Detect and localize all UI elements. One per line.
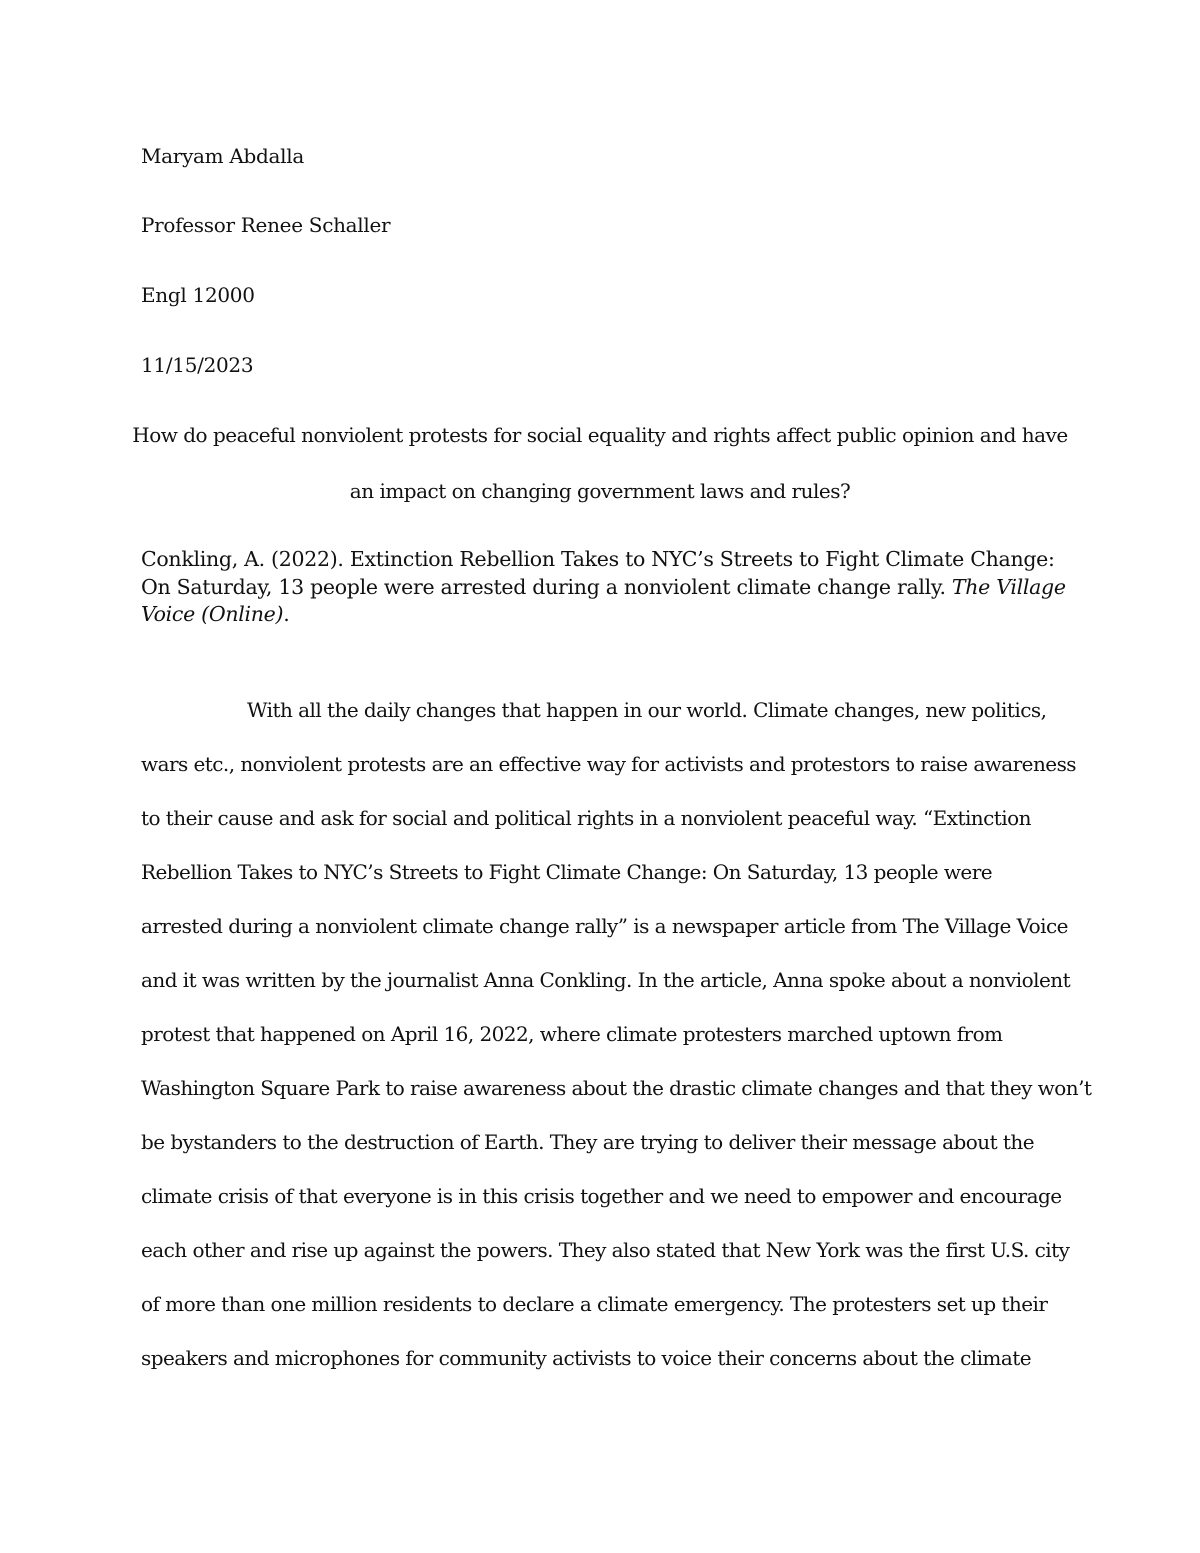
essay-title-line-2: an impact on changing government laws and rules? [349,479,851,503]
citation [141,546,1066,629]
body-line: Washington Square Park to raise awareness about the drastic climate changes and that they won’t [141,1076,1092,1100]
body-line: arrested during a nonviolent climate change rally” is a newspaper article from The Village Voice [141,914,1068,938]
course-name: Engl 12000 [141,283,255,307]
body-line: With all the daily changes that happen in our world. Climate changes, new politics, [247,698,1047,722]
body-line: be bystanders to the destruction of Earth. They are trying to deliver their message about the [141,1130,1034,1154]
citation-end: . [283,602,290,626]
body-line: Rebellion Takes to NYC’s Streets to Fight Climate Change: On Saturday, 13 people were [141,860,993,884]
body-line: to their cause and ask for social and political rights in a nonviolent peaceful way. “Extinction [141,806,1031,830]
author-name: Maryam Abdalla [141,144,304,168]
body-line: climate crisis of that everyone is in this crisis together and we need to empower and encourage [141,1184,1062,1208]
body-line: and it was written by the journalist Anna Conkling. In the article, Anna spoke about a nonviolent [141,968,1071,992]
citation-source: The Village Voice (Online) [141,574,1066,626]
body-line: speakers and microphones for community activists to voice their concerns about the climate [141,1346,1031,1370]
body-line: each other and rise up against the powers. They also stated that New York was the first U.S. city [141,1238,1070,1262]
body-line: of more than one million residents to declare a climate emergency. The protesters set up their [141,1292,1048,1316]
professor-name: Professor Renee Schaller [141,213,391,237]
essay-title-line-1: How do peaceful nonviolent protests for social equality and rights affect public opinion and have [132,423,1068,447]
citation-text: Conkling, A. (2022). Extinction Rebellion Takes to NYC’s Streets to Fight Climate Change: On Saturday, 13 people were arrested during a nonviolent climate change rally. [141,547,1055,599]
body-line: wars etc., nonviolent protests are an effective way for activists and protestors to raise awareness [141,752,1076,776]
body-line: protest that happened on April 16, 2022, where climate protesters marched uptown from [141,1022,1003,1046]
document-date: 11/15/2023 [141,353,254,377]
